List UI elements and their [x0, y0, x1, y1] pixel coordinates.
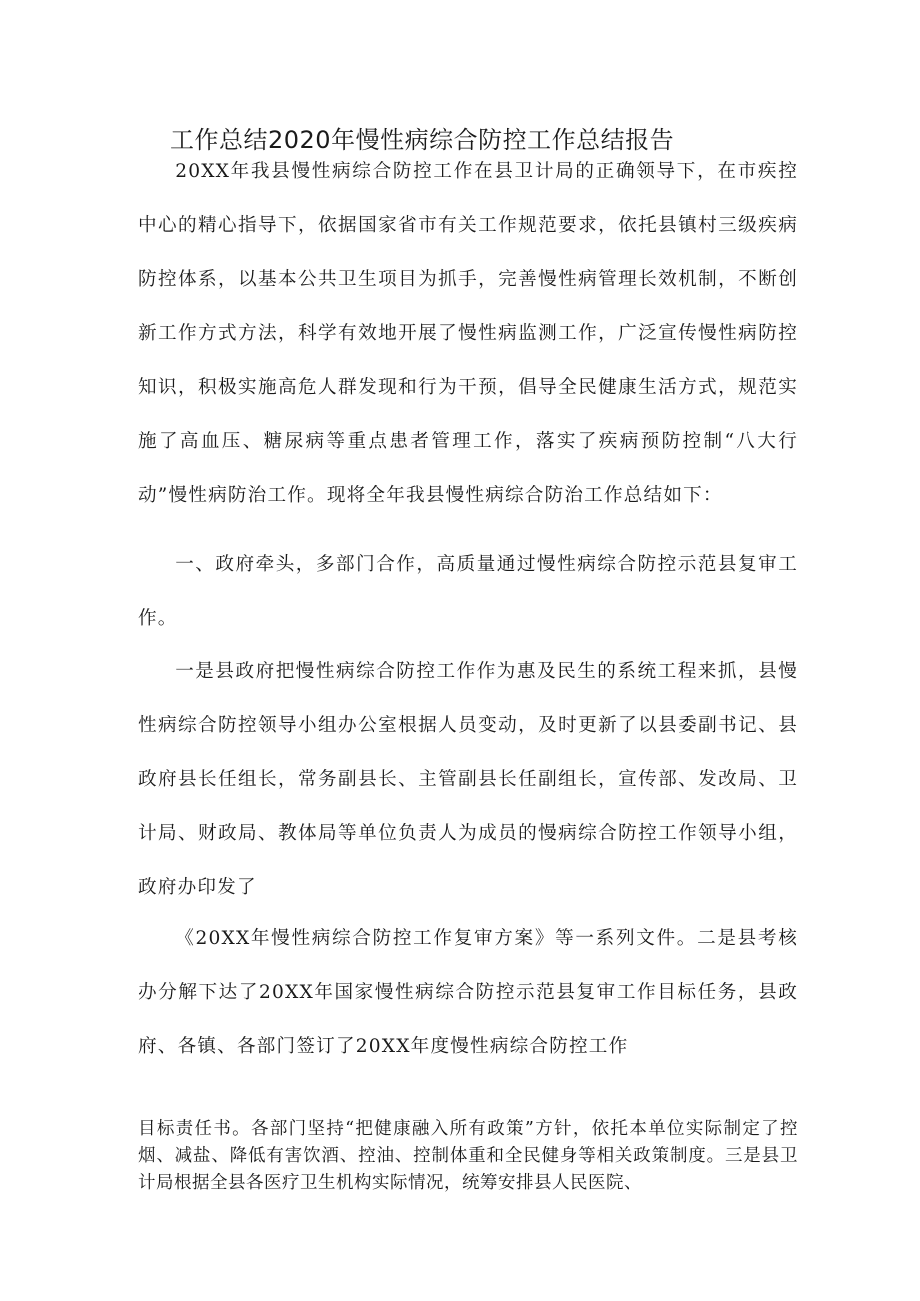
paragraph-leadership-group: 一是县政府把慢性病综合防控工作作为惠及民生的系统工程来抓，县慢性病综合防控领导小组办公室根据人员变动，及时更新了以县委副书记、县政府县长任组长，常务副县长、主管副县长任副组长，宣传部、发改局、卫计局、财政局、教体局等单位负责人为成员的慢病综合防控工作领导小组，政府办印发了	[138, 661, 798, 898]
paragraph-intro: 20XX年我县慢性病综合防控工作在县卫计局的正确领导下，在市疾控中心的精心指导下，依据国家省市有关工作规范要求，依托县镇村三级疾病防控体系，以基本公共卫生项目为抓手，完善慢性病管理长效机制，不断创新工作方式方法，科学有效地开展了慢性病监测工作，广泛宣传慢性病防控知识，积极实施高危人群发现和行为干预，倡导全民健康生活方式，规范实施了高血压、糖尿病等重点患者管理工作，落实了疾病预防控制“八大行动”慢性病防治工作。现将全年我县慢性病综合防治工作总结如下：	[138, 161, 798, 506]
paragraph-section-heading: 一、政府牵头，多部门合作，高质量通过慢性病综合防控示范县复审工作。	[138, 554, 798, 629]
paragraph-review-plan: 《20XX年慢性病综合防控工作复审方案》等一系列文件。二是县考核办分解下达了20XX年国家慢性病综合防控示范县复审工作目标任务，县政府、各镇、各部门签订了20XX年度慢性病综合防控工作	[138, 928, 798, 1057]
document-title: 工作总结2020年慢性病综合防控工作总结报告	[170, 126, 675, 154]
paragraph-responsibility: 目标责任书。各部门坚持“把健康融入所有政策”方针，依托本单位实际制定了控烟、减盐、降低有害饮酒、控油、控制体重和全民健身等相关政策制度。三是县卫计局根据全县各医疗卫生机构实际情况，统筹安排县人民医院、	[138, 1119, 798, 1193]
